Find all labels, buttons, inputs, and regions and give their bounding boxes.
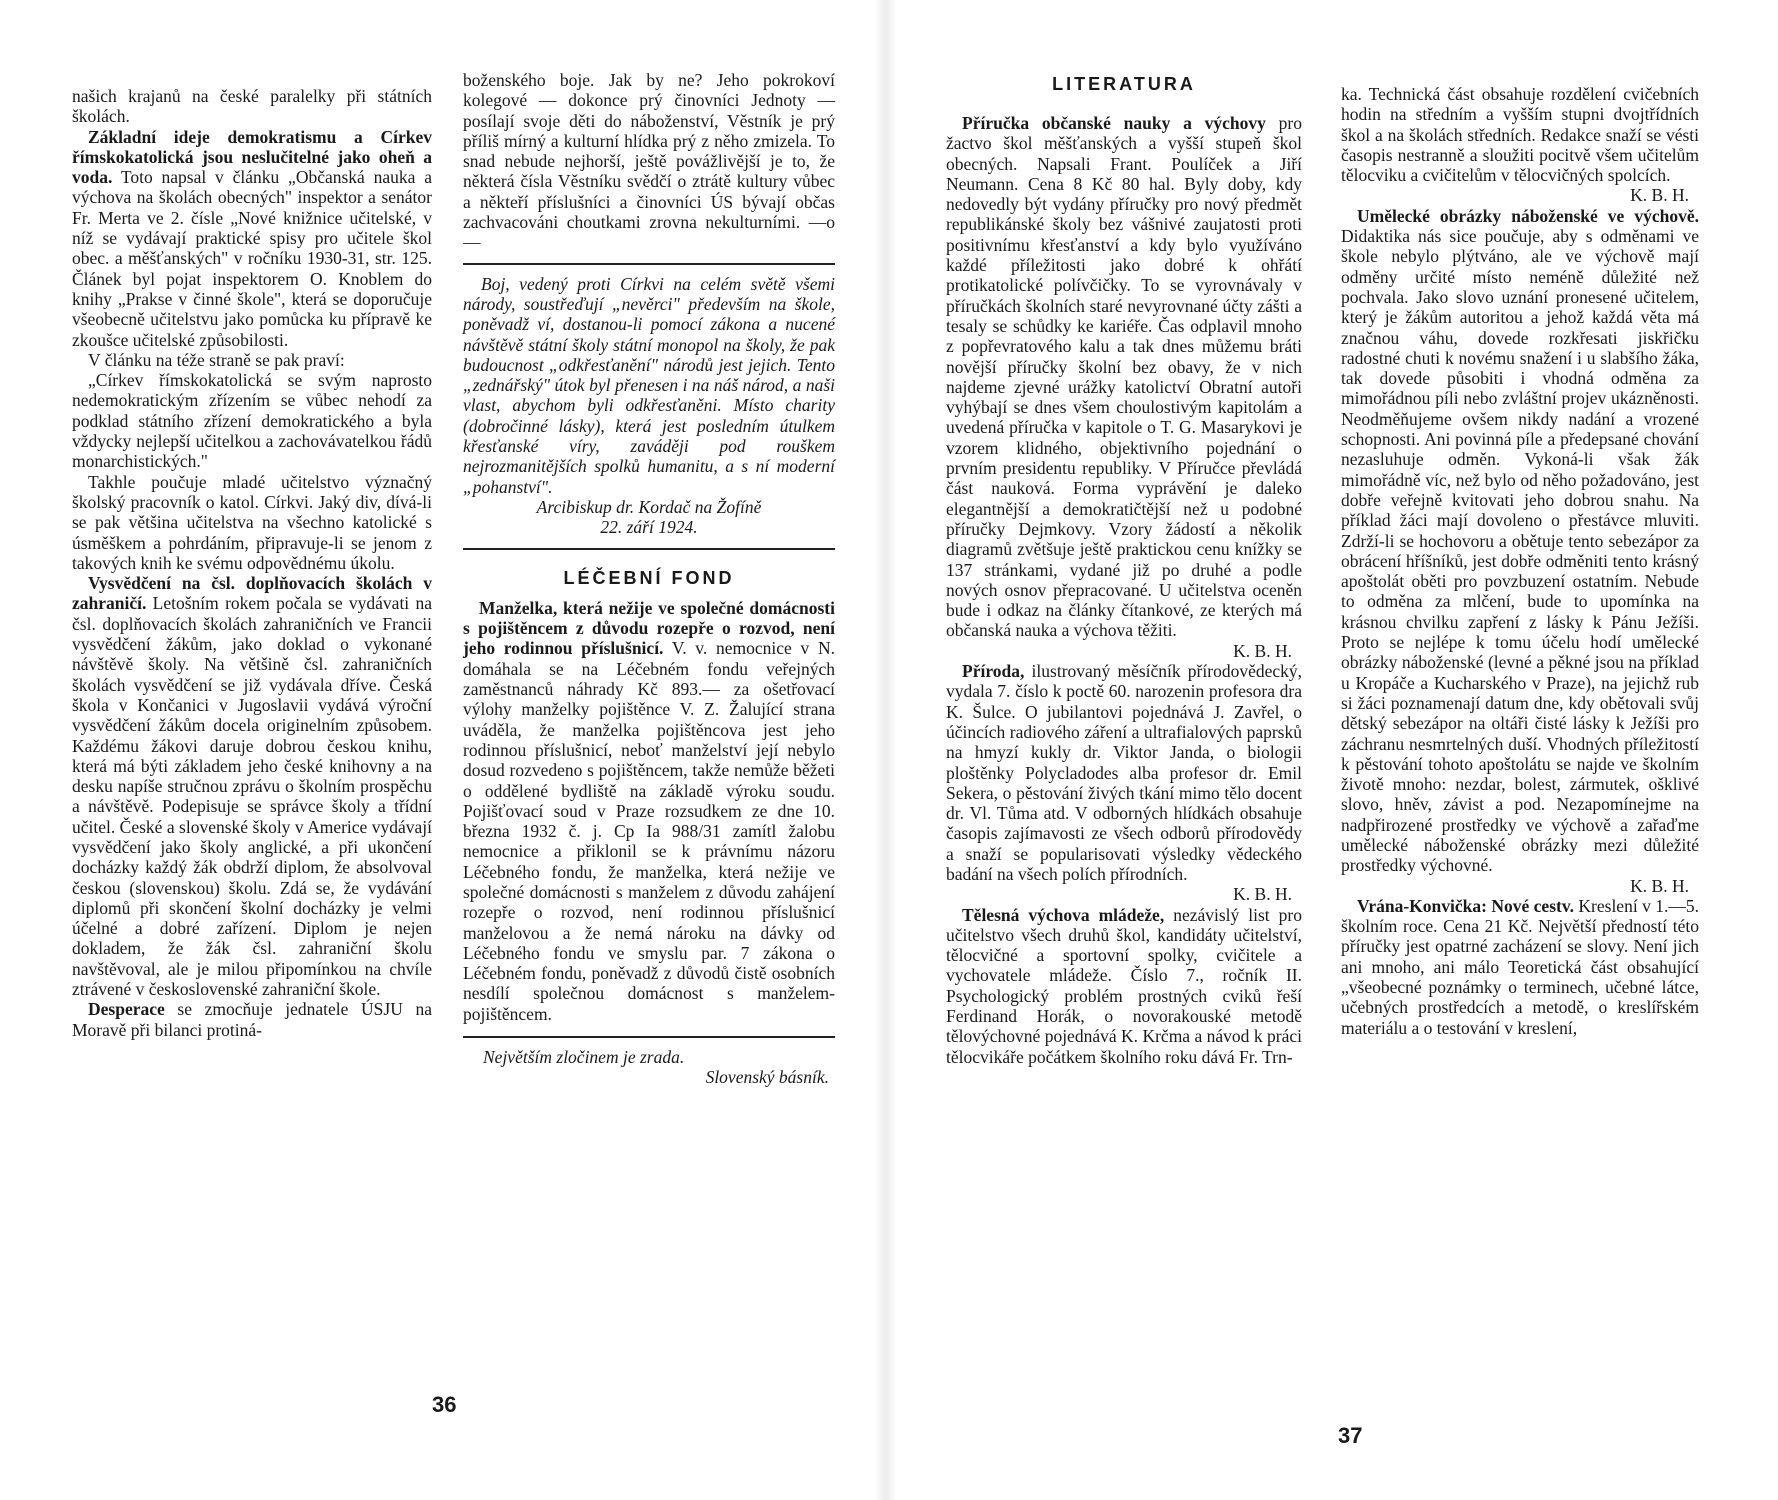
paragraph-heading: Příručka občanské nauky a výchovy xyxy=(962,113,1266,133)
divider xyxy=(463,1036,835,1038)
author-initials: K. B. H. xyxy=(1233,640,1292,661)
right-page-column-1 xyxy=(946,113,1302,1067)
paragraph xyxy=(1341,206,1699,876)
paragraph-text: Letošním rokem počala se vydávati na čsl. doplňovacích školách zahraničních ve Francii vysvědčení žákům, jako doklad o vykonané návštěvě školy. Na většině čsl. zahraničních školách vysvědčení se již vydávala dříve. Česká škola v Končanici v Jugoslavii vydává výroční vysvědčení žákům docela originelním způsobem. Každému žákovi daruje dobrou českou knihu, která má býti základem jeho české knihovny a na desku napíše stručnou zprávu o školním prospěchu a návštěvě. Podepisuje se správce školy a třídní učitel. České a slovenské školy v Americe vydávají vysvědčení jako školy anglické, a při ukončení docházky každý žák obdrží diplom, že absolvoval českou (slovenskou) školu. Zdá se, že vydávání diplomů při skončení školní docházky je velmi účelné a dobré zařízení. Diplom je nejen dokladem, že žák čsl. zahraniční školu navštěvoval, ale je milou připomínkou na chvíle ztrávené v československé zahraniční škole. xyxy=(72,593,432,1000)
paragraph: „Církev římskokatolická se svým naprosto nedemokratickým zřízením se vůbec nehodí za podklad státního zřízení demokratického a byla vždycky nejlepší učitelkou a zachovávatelkou řádů monarchistických." xyxy=(72,370,432,472)
paragraph xyxy=(72,573,432,999)
quote-block xyxy=(463,274,835,538)
paragraph xyxy=(72,999,432,1040)
paragraph xyxy=(463,598,835,1024)
paragraph-heading: Vysvědčení na čsl. doplňovacích školách v zahraničí. xyxy=(72,573,432,614)
paragraph-heading: Tělesná výchova mládeže, xyxy=(962,904,1165,925)
paragraph-text: Kreslení v 1.—5. školním roce. Cena 21 Kč. Největší předností této příručky jest opatrné zacházení se slovy. Není jich ani mnoho, ani málo Teoretická část obsahující „všeobecné poznámky o terminech, učebné látce, učebných prostředcích a metodě, o kreslířském materiálu a o testování v kreslení, xyxy=(1341,895,1699,1038)
paragraph-heading: Umělecké obrázky náboženské ve výchově. xyxy=(1357,205,1699,226)
motto-block xyxy=(463,1047,835,1088)
paragraph-text: se zmocňuje jednatele ÚSJU na Moravě při bilanci protiná- xyxy=(72,999,432,1040)
author-initials: K. B. H. xyxy=(1233,884,1292,905)
page-number: 36 xyxy=(432,1392,457,1417)
paragraph-heading: Desperace xyxy=(88,999,165,1020)
paragraph: V článku na téže straně se pak praví: xyxy=(88,349,345,370)
paragraph-text: V. v. nemocnice v N. domáhala se na Léčebném fondu veřejných zaměstnanců náhrady Kč 893.— za ošetřovací výlohy manželky pojištěnce V. Z. Žalující strana uváděla, že manželka pojištěncova jest jeho rodinnou příslušnicí, neboť manželství její nebylo dosud rozvedeno s pojištěncem, takže nemůže běžeti o oddělené bydliště na základě výroku soudu. Pojišťovací soud v Praze rozsudkem ze dne 10. března 1932 č. j. Cp Ia 988/31 zamítl žalobu nemocnice a přiklonil se k právnímu názoru Léčebného fondu, že manželka, která nežije ve společné domácnosti s manželem z důvodu zahájení rozepře o rozvod, není rodinnou příslušnicí manželovou a že nemá nároku na dávky od Léčebného fondu ve smyslu par. 7 zákona o Léčebném fondu, poněvadž z důvodů čistě osobních nesdílí společnou domácnost s manželem-pojištěncem. xyxy=(463,638,835,1024)
paragraph-text: nezávislý list pro učitelstvo všech druhů škol, kandidáty učitelství, tělocvičné a sportovní spolky, cvičitele a vychovatele mládeže. Číslo 7., ročník II. Psychologický problém prostných cviků řeší Ferdinand Horák, o novorakouské metodě tělovýchovné pojednává K. Krčma a návod k práci tělocvikáře počátkem školního roku dává Fr. Trn- xyxy=(946,904,1302,1067)
right-page xyxy=(890,0,1778,1500)
section-title: LITERATURA xyxy=(1052,74,1196,94)
divider xyxy=(463,263,835,265)
left-page-column-2 xyxy=(463,70,835,1088)
left-page-column-1 xyxy=(72,86,432,1040)
paragraph xyxy=(946,661,1302,884)
paragraph-heading: Příroda, xyxy=(962,661,1025,682)
paragraph-heading: Manželka, která nežije ve společné domácnosti s pojištěncem z důvodu rozepře o rozvod, není jeho rodinnou příslušnicí. xyxy=(463,597,835,659)
page-number: 37 xyxy=(1338,1423,1363,1448)
motto-author: Slovenský básník. xyxy=(705,1067,829,1088)
motto-text: Největším zločinem je zrada. xyxy=(483,1047,685,1068)
quote-date: 22. září 1924. xyxy=(600,517,698,538)
paragraph xyxy=(72,127,432,350)
quote-author: Arcibiskup dr. Kordač na Žofíně xyxy=(536,496,762,517)
paragraph-text: Didaktika nás sice poučuje, aby s odměnami ve škole nebylo plýtváno, ale ve výchově mají odměny určité místo neméně důležité než pochvala. Jako slovo uznání pronesené učitelem, který je žákům autoritou a jehož každá věta má značnou váhu, dovede rozkřesati jiskřičku radostné chuti k novému snažení i u slabšího žáka, tak dovede působiti i vhodná odměna za mimořádnou píli nebo zvláštní projev ukázněnosti. Neodměňujeme ovšem nikdy nadání a vrozené schopnosti. Ani povinná píle a předepsané chování nezasluhuje odměn. Vykoná-li však žák mimořádně víc, než bylo od něho požadováno, jest dobře veřejně kvitovati jeho dobrou snahu. Na příklad žáci mají dovoleno o přestávce mluviti. Zdrží-li se hochovoru a obětuje tento sebezápor za obrácení hříšníků, jest dobře odměniti tento krásný apoštolát oběti pro povzbuzení ostatním. Nebude to odměna za mlčení, bude to upomínka na krásnou chvilku zapření z lásky k Pánu Ježíši. Proto se nejlépe k tomu účelu hodí umělecké obrázky náboženské (levné a pěkné jsou na příklad u Kropáče a Kucharského v Praze), na jejichž rub si žáci poznamenají datum dne, kdy obětovali svůj dětský sebezápor na oltáři čisté lásky k Ježíši pro záchranu nesmrtelných duší. Vhodných příležitostí k pěstování tohoto apoštolátu se najde ve školním životě mnoho: nezdar, bolest, zármutek, ošklivé slovo, hněv, závist a pod. Nezapomínejme na nadpřirozené prostředky ve výchově a zařaďme umělecké náboženské obrázky mezi důležité prostředky výchovné. xyxy=(1341,226,1699,876)
paragraph-text: Toto napsal v článku „Občanská nauka a výchova na školách obecných" inspektor a senátor Fr. Merta ve 2. čísle „Nové knižnice učitelské, v níž se vydávají praktické spisy pro učitele škol obec. a měšťanských" v ročníku 1930-31, str. 125. Článek byl pojat inspektorem O. Knoblem do knihy „Prakse v činné škole", která se doporučuje všeobecně učitelstvu jako pomůcka ku přípravě ke zkoušce učitelské způsobilosti. xyxy=(72,167,432,350)
section-title: LÉČEBNÍ FOND xyxy=(563,567,735,588)
author-initials: K. B. H. xyxy=(1630,875,1689,896)
divider xyxy=(463,548,835,550)
right-page-column-2 xyxy=(1341,84,1699,1038)
paragraph-heading: Vrána-Konvička: Nové cestv. xyxy=(1357,895,1574,916)
paragraph xyxy=(946,113,1302,641)
paragraph: Takhle poučuje mladé učitelstvo význačný školský pracovník o katol. Církvi. Jaký div, dívá-li se pak většina učitelstva na všechno katolické s úsměškem a pohrdáním, připravuje-li se jenom z takových knih ke svému odpovědnému úkolu. xyxy=(72,471,432,573)
paragraph-text: ilustrovaný měsíčník přírodovědecký, vydala 7. číslo k poctě 60. narozenin profesora dra K. Šulce. O jubilantovi pojednává J. Zavřel, o účincích radiového záření a ultrafialových paprsků na hmyzí kukly dr. Viktor Janda, o biologii ploštěnky Polycladodes alba profesor dr. Emil Sekera, o pěstování živých tkání mimo tělo docent dr. Vl. Tůma atd. V odborných hlídkách obsahuje časopis zajímavosti ze všech odborů přírodovědy a snaží se popularisovati výsledky vědeckého badání na všech polích přírodních. xyxy=(946,661,1302,884)
paragraph: našich krajanů na české paralelky při státních školách. xyxy=(72,86,432,127)
left-page xyxy=(0,0,880,1500)
quote-text: Boj, vedený proti Církvi na celém světě všemi národy, soustřeďují „nevěrci" především na škole, poněvadž ví, dostanou-li pomocí zákona a nucené návštěvě státní školy státní monopol na školy, že pak budoucnost „odkřesťanění" národů jest jejich. Tento „zednářský" útok byl přenesen i na náš národ, a naši vlast, abychom byli odkřesťaněni. Místo charity (dobročinné lásky), která jest posledním útulkem křesťanské víry, zaváději pod rouškem nejrozmanitějších spolků humanitu, a s ní moderní „pohanství". xyxy=(463,273,835,497)
paragraph xyxy=(1341,896,1699,1038)
paragraph-text: pro žactvo škol měšťanských a vyšší stupeň škol obecných. Napsali Frant. Poulíček a Jiří Neumann. Cena 8 Kč 80 hal. Byly doby, kdy nedovedly být vydány příručky pro nový předmět republikánské školy bez vášnivé zaujatosti proti positivnímu křesťanství a kdy bylo využíváno každé příležitosti jako dobré k ohřátí protikatolické polívčičky. To se vyrovnávaly v příručkách školních staré nevyrovnané účty zášti a tesaly se schůdky ke kariéře. Čas odplavil mnoho z popřevratového kalu a tak dnes můžemu bráti novější příručky školní bez obavy, že v nich najdeme zjevné urážky katolictví Obratní autoři vyhýbají se dnes všem choulostivým kapitolám a uvedená příručka v kapitole o T. G. Masarykovi je vzorem klidného, objektivního pojednání o prvním presidentu republiky. V Příručce převládá část nauková. Forma vyprávění je daleko elegantnější a demokratičtější než u podobné příručky Dejmkovy. Vzory žádostí a několik diagramů zvětšuje ještě praktickou cenu knížky se 137 stránkami, vydané již po druhé a podle nových osnov přepracované. U učitelstva oceněn bude i odkaz na články čítankové, ze kterých má občanská nauka a výchova těžiti. xyxy=(946,113,1303,641)
paragraph: boženského boje. Jak by ne? Jeho pokrokoví kolegové — dokonce prý činovníci Jednoty — posílají svoje děti do náboženství, Věstník je prý příliš mírný a kulturní hlídka prý z něho zmizela. To snad nebude nejhorší, ještě povážlivější je to, že některá čísla Věstníku svědčí o ztrátě kultury vůbec a někteří příslušníci a činovníci ÚS bývají občas zachvacováni choutkami zrovna nekulturními. —o— xyxy=(463,70,835,253)
paragraph xyxy=(946,905,1302,1067)
author-initials: K. B. H. xyxy=(1630,185,1689,206)
paragraph: ka. Technická část obsahuje rozdělení cvičebních hodin na středním a vyšším stupni dvojtřídních škol a na školách středních. Redakce snaží se vésti časopis nestranně a sloužiti pocitvě všem učitelům tělocviku a cvičitelům v tělocvičných spolcích. xyxy=(1341,84,1699,186)
paragraph-heading: Základní ideje demokratismu a Církev římskokatolická jsou neslučitelné jako oheň a voda. xyxy=(72,126,432,188)
